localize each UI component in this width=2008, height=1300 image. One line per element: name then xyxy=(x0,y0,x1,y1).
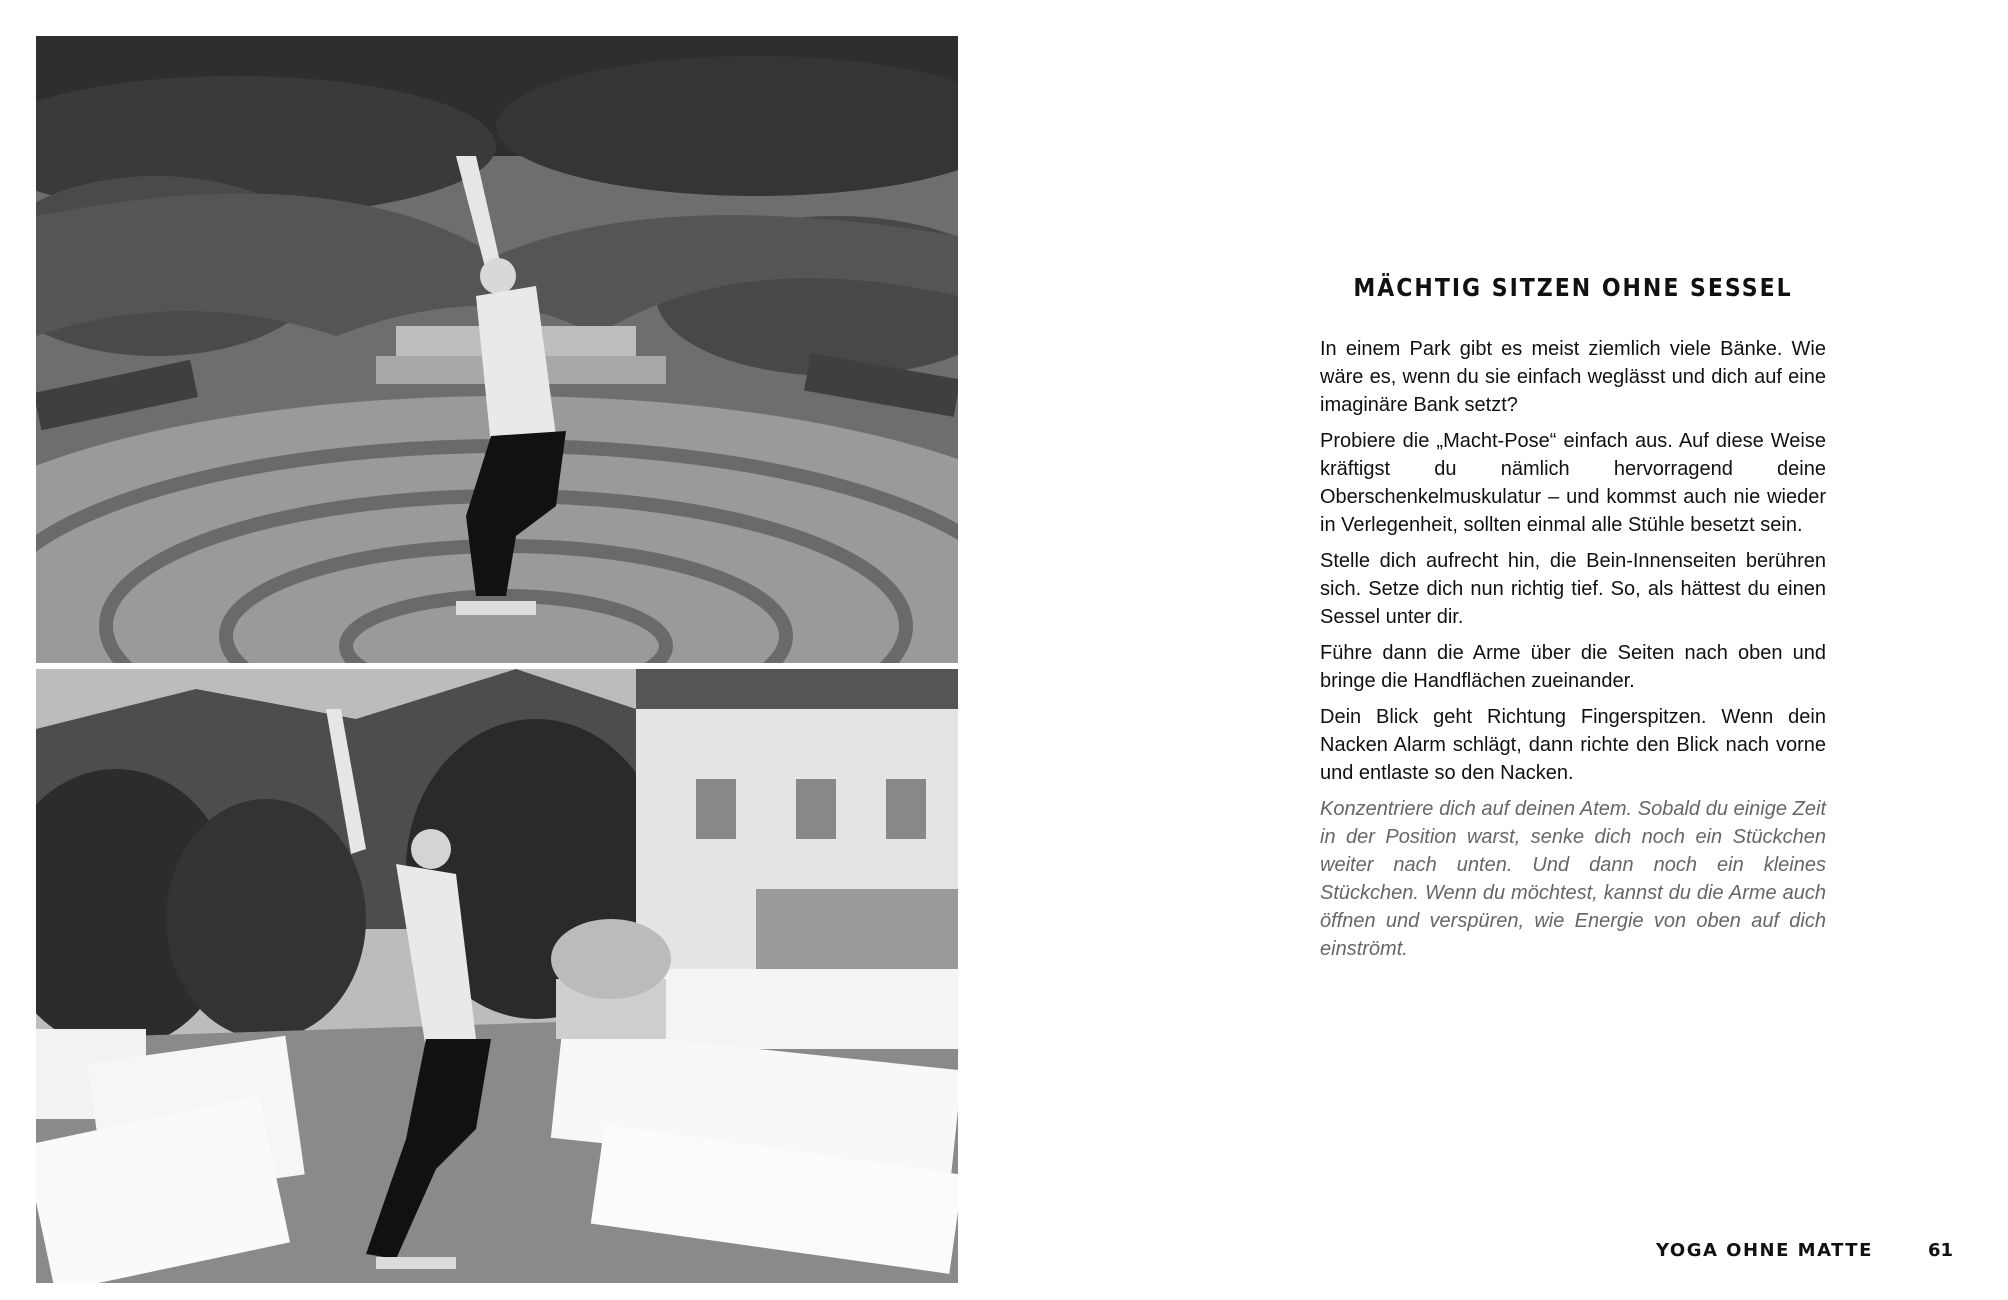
page-number: 61 xyxy=(1928,1240,1954,1261)
paragraph: Probiere die „Macht-Pose“ einfach aus. Auf diese Weise kräftigst du nämlich hervorragend deine Oberschenkelmuskulatur – und kommst auch nie wieder in Verlegenheit, sollten einmal alle Stühle besetzt sein. xyxy=(1320,430,1826,536)
paragraph: Stelle dich aufrecht hin, die Bein-Innenseiten berühren sich. Setze dich nun richtig tief. So, als hättest du einen Sessel unter dir. xyxy=(1320,550,1826,628)
running-footer-title: YOGA OHNE MATTE xyxy=(1656,1240,1873,1261)
photo-benches-chair-pose xyxy=(36,669,958,1283)
paragraph: Führe dann die Arme über die Seiten nach oben und bringe die Handflächen zueinander. xyxy=(1320,642,1826,692)
paragraph: Dein Blick geht Richtung Fingerspitzen. Wenn dein Nacken Alarm schlägt, dann richte den Blick nach vorne und entlaste so den Nacken. xyxy=(1320,706,1826,784)
photo-park-chair-pose xyxy=(36,36,958,663)
paragraph: In einem Park gibt es meist ziemlich viele Bänke. Wie wäre es, wenn du sie einfach weglässt und dich auf eine imaginäre Bank setzt? xyxy=(1320,338,1826,416)
tip-paragraph: Konzentriere dich auf deinen Atem. Sobald du einige Zeit in der Position warst, senke dich noch ein Stückchen weiter nach unten. Und dann noch ein kleines Stückchen. Wenn du möchtest, kannst du die Arme auch öffnen und verspüren, wie Energie von oben auf dich einströmt. xyxy=(1320,798,1826,960)
text-column xyxy=(1320,270,1826,971)
section-heading: MÄCHTIG SITZEN OHNE SESSEL xyxy=(1353,274,1793,303)
